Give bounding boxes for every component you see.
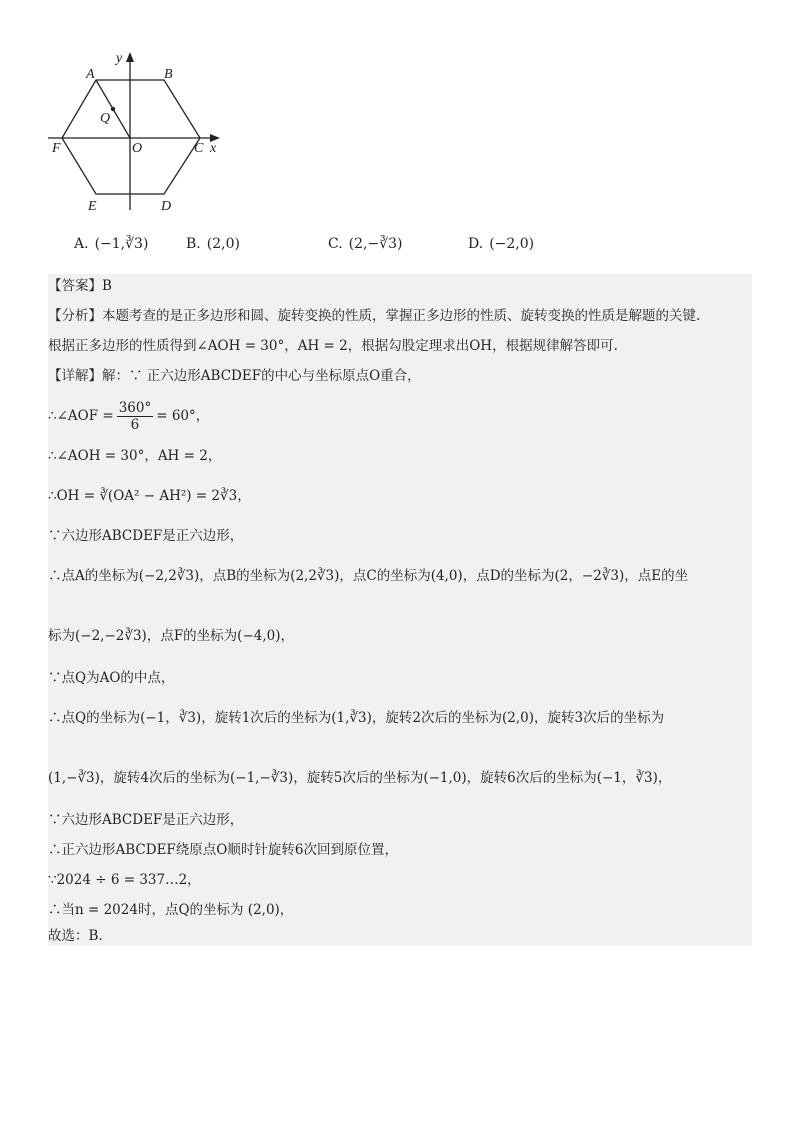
detail-line-7: 标为(−2,−2∛3)，点F的坐标为(−4,0)， xyxy=(48,628,294,644)
label-D: D xyxy=(161,199,172,214)
option-d-letter: D. xyxy=(468,236,484,252)
detail-line-10: (1,−∛3)，旋转4次后的坐标为(−1,−∛3)，旋转5次后的坐标为(−1,0)，旋转6次后的坐标为(−1，∛3)， xyxy=(48,770,672,786)
detail-line-13: ∵2024 ÷ 6 = 337…2， xyxy=(48,872,201,888)
label-C: C xyxy=(194,141,204,156)
aof-suffix: = 60°， xyxy=(156,408,210,424)
option-d-value: (−2,0) xyxy=(489,236,535,252)
label-x: x xyxy=(210,141,217,156)
detail-line-4: ∴OH = ∛(OA² − AH²) = 2∛3， xyxy=(48,488,251,504)
label-y: y xyxy=(116,51,123,66)
y-axis-arrow xyxy=(126,52,134,62)
label-B: B xyxy=(164,67,173,82)
label-A: A xyxy=(86,67,95,82)
answer-options xyxy=(74,232,774,260)
answer-line: 【答案】B xyxy=(48,278,112,294)
detail-line-12: ∴正六边形ABCDEF绕原点O顺时针旋转6次回到原位置， xyxy=(48,842,398,858)
label-Q: Q xyxy=(100,111,111,126)
angle-fraction xyxy=(117,400,154,433)
label-E: E xyxy=(88,199,97,214)
detail-line-15: 故选：B. xyxy=(48,928,103,944)
detail-line-5: ∵六边形ABCDEF是正六边形， xyxy=(48,528,244,544)
option-c-letter: C. xyxy=(328,236,343,252)
detail-line-1: 【详解】解：∵ 正六边形ABCDEF的中心与坐标原点O重合， xyxy=(48,368,421,384)
detail-line-6: ∴点A的坐标为(−2,2∛3)，点B的坐标为(2,2∛3)，点C的坐标为(4,0)，点D的坐标为(2，−2∛3)，点E的坐 xyxy=(48,568,689,584)
detail-line-11: ∵六边形ABCDEF是正六边形， xyxy=(48,812,244,828)
option-c-value: (2,−∛3) xyxy=(348,236,403,252)
analysis-line-2: 根据正多边形的性质得到∠AOH = 30°，AH = 2，根据勾股定理求出OH，根据规律解答即可. xyxy=(48,338,618,354)
label-O: O xyxy=(132,141,143,156)
fraction-numerator: 360° xyxy=(118,400,152,416)
point-Q xyxy=(111,107,115,111)
detail-line-9: ∴点Q的坐标为(−1，∛3)，旋转1次后的坐标为(1,∛3)，旋转2次后的坐标为(2,0)，旋转3次后的坐标为 xyxy=(48,710,665,726)
option-b xyxy=(186,236,240,252)
hexagon-figure xyxy=(40,44,240,224)
detail-line-2 xyxy=(48,400,209,433)
option-a-value: (−1,∛3) xyxy=(94,236,149,252)
label-F: F xyxy=(52,141,61,156)
solution-panel xyxy=(48,274,752,946)
option-b-letter: B. xyxy=(186,236,201,252)
option-d xyxy=(468,236,534,252)
detail-line-3: ∴∠AOH = 30°，AH = 2， xyxy=(48,448,222,464)
hexagon xyxy=(62,80,200,194)
detail-line-14: ∴当n = 2024时，点Q的坐标为 (2,0)， xyxy=(48,902,294,918)
option-c xyxy=(328,236,403,252)
analysis-line-1: 【分析】本题考查的是正多边形和圆、旋转变换的性质，掌握正多边形的性质、旋转变换的性质是解题的关键. xyxy=(48,308,701,324)
fraction-denominator: 6 xyxy=(130,417,140,433)
option-a-letter: A. xyxy=(74,236,89,252)
detail-line-8: ∵点Q为AO的中点， xyxy=(48,670,175,686)
option-b-value: (2,0) xyxy=(206,236,240,252)
aof-prefix: ∴∠AOF = xyxy=(48,408,114,424)
option-a xyxy=(74,236,148,252)
